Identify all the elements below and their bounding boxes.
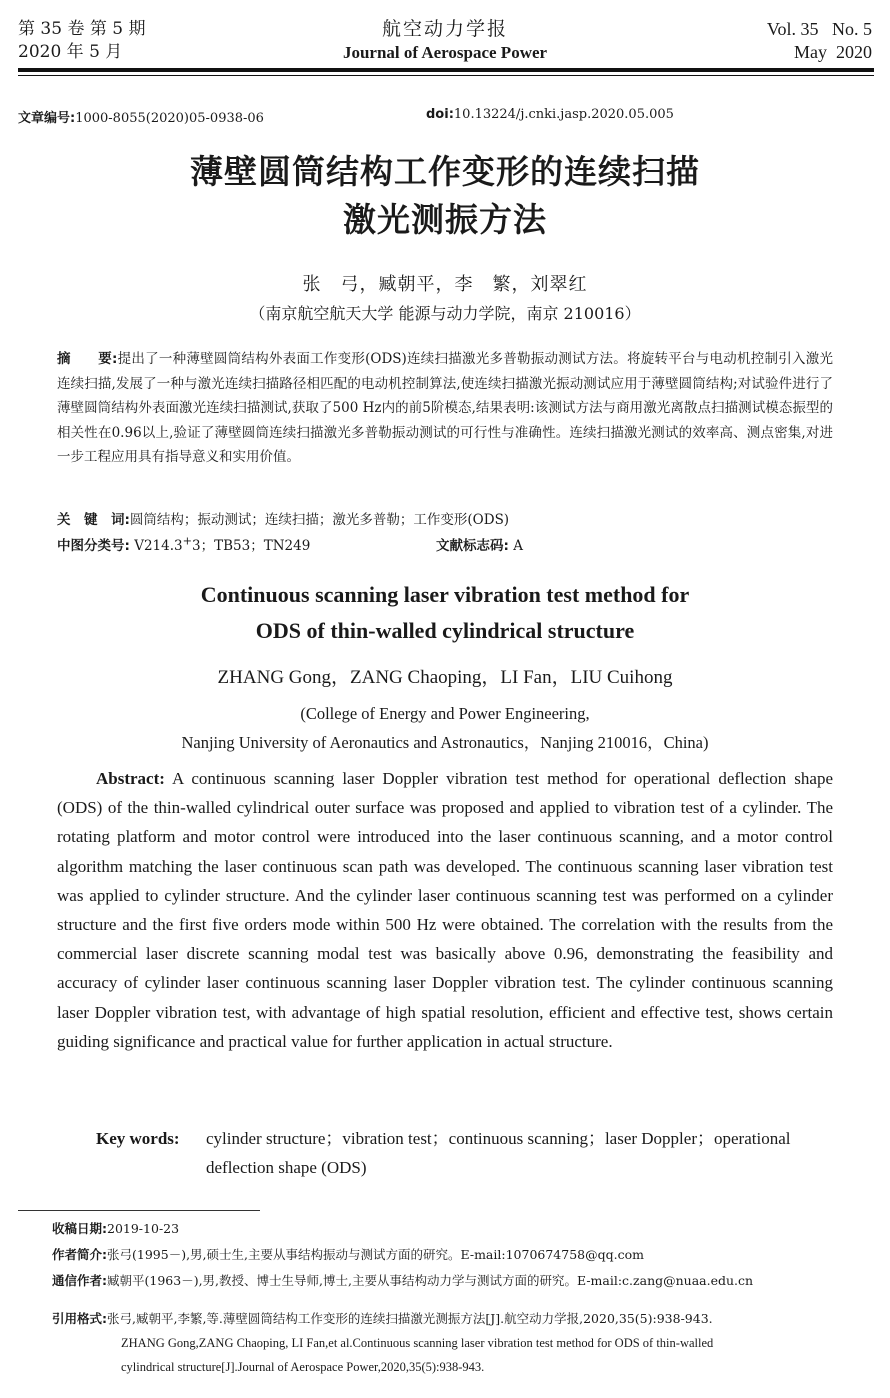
keywords-cn-label: 关 键 词:: [57, 512, 130, 528]
doi-label: doi:: [426, 107, 454, 122]
article-number: [18, 107, 264, 126]
authors-en: ZHANG Gong，ZANG Chaoping，LI Fan，LIU Cuihong: [217, 667, 673, 688]
keywords-cn-text: 圆筒结构；振动测试；连续扫描；激光多普勒；工作变形(ODS): [129, 512, 510, 528]
journal-name-cn: 航空动力学报: [381, 18, 508, 40]
article-number-label: 文章编号:: [18, 111, 76, 126]
author-bio-text: 张弓(1995－),男,硕士生,主要从事结构振动与测试方面的研究。E-mail:1070674758@qq.com: [107, 1247, 644, 1262]
page-title-cn: [0, 148, 890, 244]
keywords-en-text: cylinder structure；vibration test；continuous scanning；laser Doppler；operational deflection shape (ODS): [206, 1129, 791, 1177]
author-bio: [52, 1244, 874, 1266]
article-number-value: 1000-8055(2020)05-0938-06: [75, 111, 264, 126]
affiliation-cn: （南京航空航天大学 能源与动力学院，南京 210016）: [249, 304, 641, 323]
date-cn: 2020 年 5 月: [18, 42, 123, 62]
citation-cn-text: 张弓,臧朝平,李繁,等.薄壁圆筒结构工作变形的连续扫描激光测振方法[J].航空动力学报,2020,35(5):938-943.: [107, 1311, 713, 1326]
abstract-cn-label: 摘 要:: [57, 351, 118, 367]
footnote-rule: [18, 1210, 260, 1211]
header-rule-thick: [18, 68, 874, 72]
abstract-cn: [57, 347, 833, 470]
doi-value: 10.13224/j.cnki.jasp.2020.05.005: [453, 107, 674, 122]
classification-code: V214.3: [134, 538, 183, 554]
citation-label: 引用格式:: [52, 1311, 107, 1326]
volume-issue-en: Vol. 35 No. 5: [766, 19, 872, 39]
classification-rest: 3；TB53；TN249: [192, 538, 311, 554]
authors-cn: 张 弓，臧朝平，李 繁，刘翠红: [302, 274, 588, 295]
journal-title: [0, 16, 890, 64]
title-cn-line2: 激光测振方法: [343, 200, 547, 239]
document-code: [436, 534, 523, 554]
corresponding-text: 臧朝平(1963－),男,教授、博士生导师,博士,主要从事结构动力学与测试方面的研究。E-mail:c.zang@nuaa.edu.cn: [107, 1273, 754, 1288]
header-rule-thin: [18, 75, 874, 76]
header-right: [767, 18, 872, 64]
document-code-label: 文献标志码:: [436, 538, 509, 554]
page-title-en: [0, 577, 890, 649]
title-en-line1: Continuous scanning laser vibration test method for: [200, 582, 690, 607]
received-value: 2019-10-23: [107, 1221, 180, 1236]
received-label: 收稿日期:: [52, 1221, 107, 1236]
document-code-value: A: [513, 538, 523, 554]
keywords-en: [96, 1124, 836, 1182]
classification-sup: +: [182, 534, 193, 548]
classification-label: 中图分类号:: [57, 538, 130, 554]
abstract-cn-text: 提出了一种薄壁圆筒结构外表面工作变形(ODS)连续扫描激光多普勒振动测试方法。将旋转平台与电动机控制引入激光连续扫描,发展了一种与激光连续扫描路径相匹配的电动机控制算法,使连续扫描激光振动测试应用于薄壁圆筒结构;对试验件进行了薄壁圆筒结构外表面激光连续扫描测试,获取了500 Hz内的前5阶模态,结果表明:该测试方法与商用激光离散点扫描测试模态振型的相关性在0.96以上,验证了薄壁圆筒连续扫描激光多普勒振动测试的可行性与准确性。连续扫描激光测试的效率高、测点密集,对进一步工程应用具有指导意义和实用价值。: [57, 351, 834, 465]
corresponding-author: [52, 1270, 874, 1292]
citation-en-line2: cylindrical structure[J].Journal of Aerospace Power,2020,35(5):938-943.: [121, 1360, 485, 1374]
volume-issue-cn: 第 35 卷 第 5 期: [18, 19, 146, 39]
affiliation-en-line2: Nanjing University of Aeronautics and Astronautics，Nanjing 210016，China): [181, 733, 709, 752]
keywords-cn: [57, 508, 833, 528]
title-cn-line1: 薄壁圆筒结构工作变形的连续扫描: [190, 152, 700, 191]
affiliation-en: [0, 699, 890, 757]
classification: [57, 534, 310, 554]
abstract-en-label: Abstract:: [96, 769, 165, 788]
citation-en-line1: ZHANG Gong,ZANG Chaoping, LI Fan,et al.Continuous scanning laser vibration test method for ODS of thin-walled: [121, 1336, 714, 1350]
abstract-en-text: A continuous scanning laser Doppler vibration test method for operational deflection shape (ODS) of the thin-walled cylindrical outer surface was proposed and applied to vibration test of a cylinder. The rotating platform and motor control were introduced into the laser continuous scanning, and a motor control algorithm matching the laser continuous scan path was developed. The continuous scanning laser vibration test was applied to cylinder structure. And the cylinder laser continuous scanning test was performed on a cylinder structure and the first five orders mode within 500 Hz were obtained. The correlation with the results from the commercial laser discrete scanning modal test was basically above 0.96, demonstrating the feasibility and accuracy of cylinder laser continuous scanning laser Doppler vibration test. The cylinder continuous scanning laser Doppler vibration test, with advantage of high spatial resolution, efficient and effective test, shows certain guiding significance and practical value for further application in actual structure.: [57, 769, 833, 1051]
abstract-en: [57, 764, 833, 1056]
title-en-line2: ODS of thin-walled cylindrical structure: [255, 618, 635, 643]
received-date: [52, 1218, 874, 1240]
doi: [426, 107, 674, 122]
author-bio-label: 作者简介:: [52, 1247, 107, 1262]
corresponding-label: 通信作者:: [52, 1273, 107, 1288]
citation-cn: [52, 1308, 874, 1330]
keywords-en-label: Key words:: [96, 1129, 180, 1148]
date-en: May 2020: [794, 42, 872, 62]
journal-name-en: Journal of Aerospace Power: [342, 43, 548, 62]
affiliation-en-line1: (College of Energy and Power Engineering,: [300, 704, 590, 723]
